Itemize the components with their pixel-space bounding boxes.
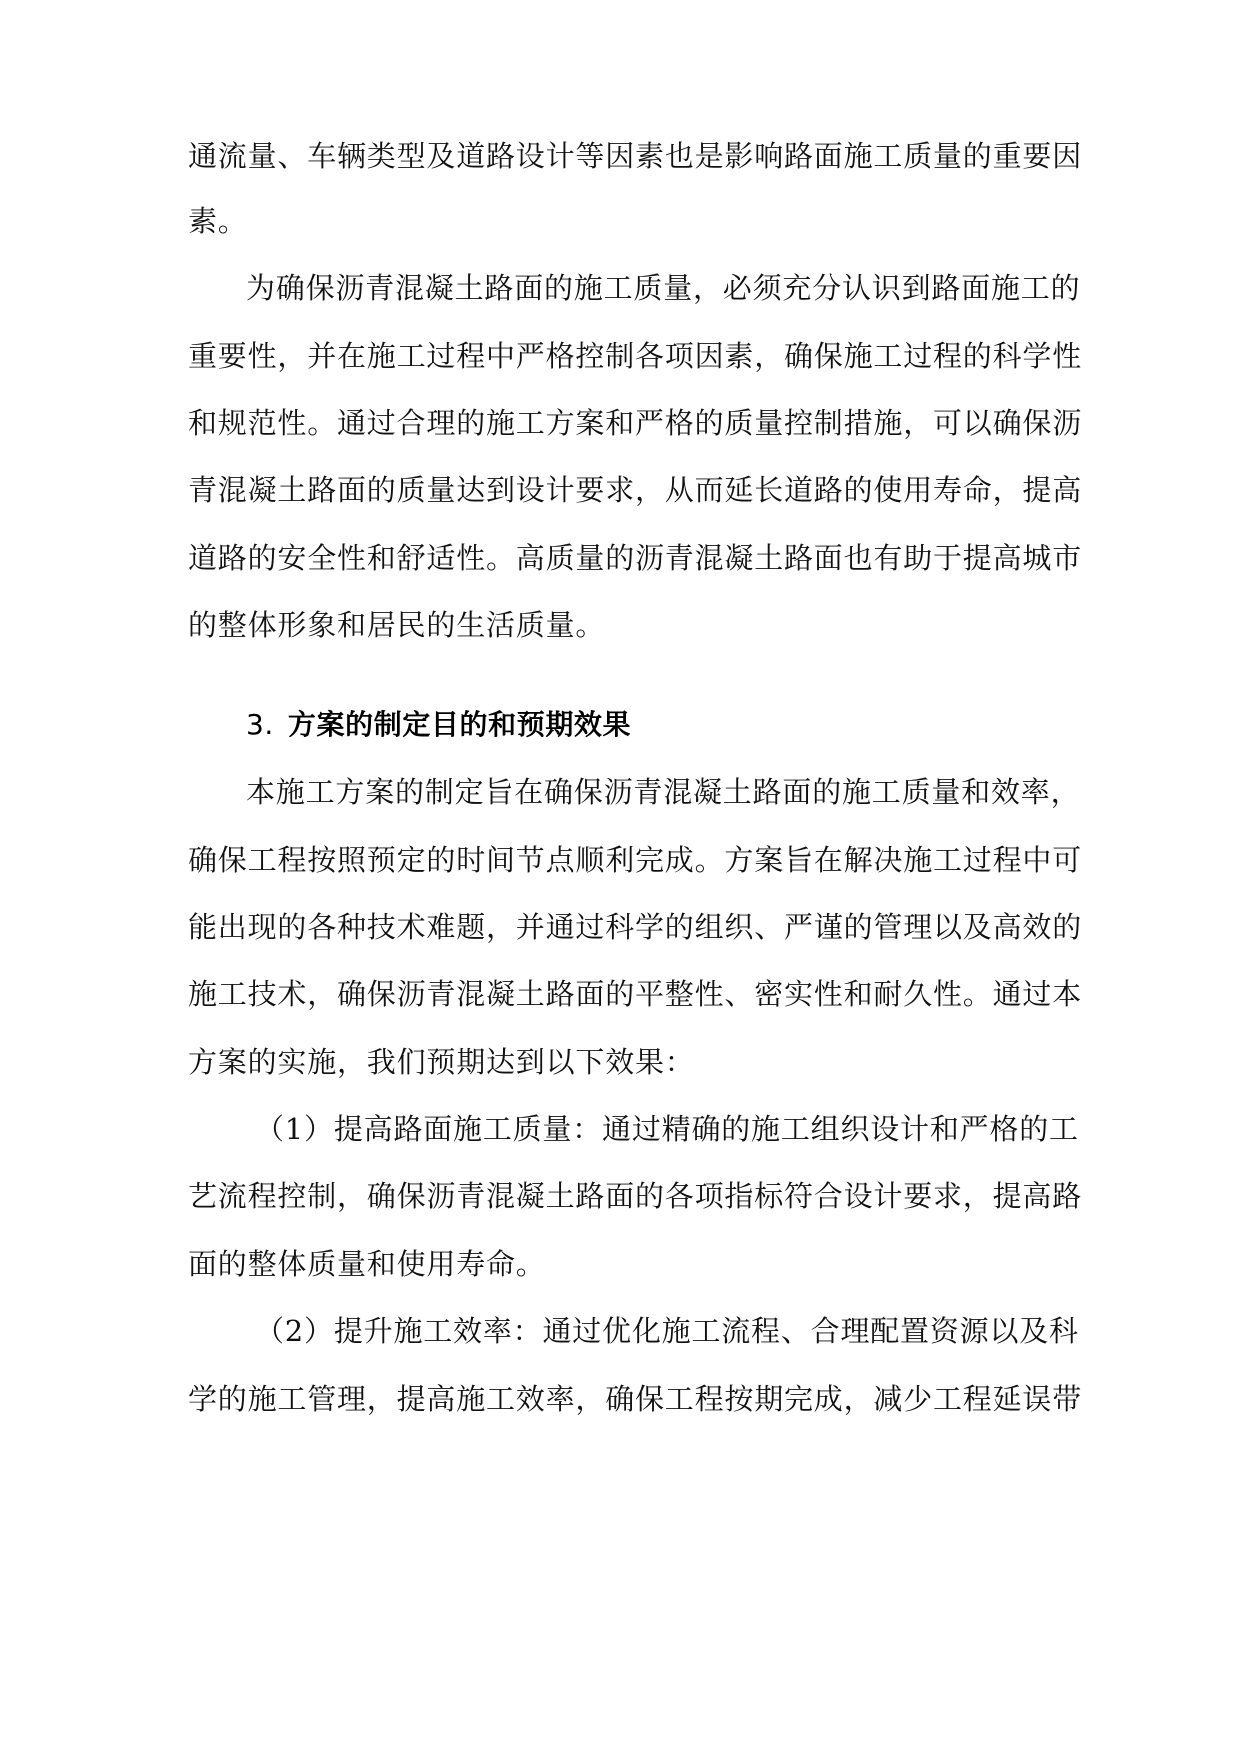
- section-number: 3.: [246, 708, 274, 741]
- text-line: 青混凝土路面的质量达到设计要求，从而延长道路的使用寿命，提高: [188, 473, 1083, 507]
- text-line: 艺流程控制，确保沥青混凝土路面的各项指标符合设计要求，提高路: [188, 1179, 1083, 1213]
- text-line: 为确保沥青混凝土路面的施工质量，必须充分认识到路面施工的: [246, 271, 1081, 305]
- section-title: 方案的制定目的和预期效果: [287, 708, 632, 741]
- text-line: 道路的安全性和舒适性。高质量的沥青混凝土路面也有助于提高城市: [188, 541, 1083, 575]
- text-line: （1）提高路面施工质量：通过精确的施工组织设计和严格的工: [255, 1112, 1079, 1146]
- text-line: 本施工方案的制定旨在确保沥青混凝土路面的施工质量和效率，: [246, 775, 1081, 809]
- text-line: 素。: [188, 204, 248, 238]
- text-line: 确保工程按照预定的时间节点顺利完成。方案旨在解决施工过程中可: [188, 843, 1083, 877]
- section-heading: [246, 705, 631, 745]
- text-line: 通流量、车辆类型及道路设计等因素也是影响路面施工质量的重要因: [188, 139, 1083, 173]
- text-line: （2）提升施工效率：通过优化施工流程、合理配置资源以及科: [255, 1314, 1079, 1348]
- text-line: 和规范性。通过合理的施工方案和严格的质量控制措施，可以确保沥: [188, 406, 1083, 440]
- text-line: 的整体形象和居民的生活质量。: [188, 608, 606, 642]
- text-line: 学的施工管理，提高施工效率，确保工程按期完成，减少工程延误带: [188, 1382, 1083, 1416]
- text-line: 面的整体质量和使用寿命。: [188, 1247, 546, 1281]
- text-line: 施工技术，确保沥青混凝土路面的平整性、密实性和耐久性。通过本: [188, 977, 1083, 1011]
- text-line: 方案的实施，我们预期达到以下效果：: [188, 1045, 695, 1079]
- text-line: 能出现的各种技术难题，并通过科学的组织、严谨的管理以及高效的: [188, 910, 1083, 944]
- text-line: 重要性，并在施工过程中严格控制各项因素，确保施工过程的科学性: [188, 339, 1083, 373]
